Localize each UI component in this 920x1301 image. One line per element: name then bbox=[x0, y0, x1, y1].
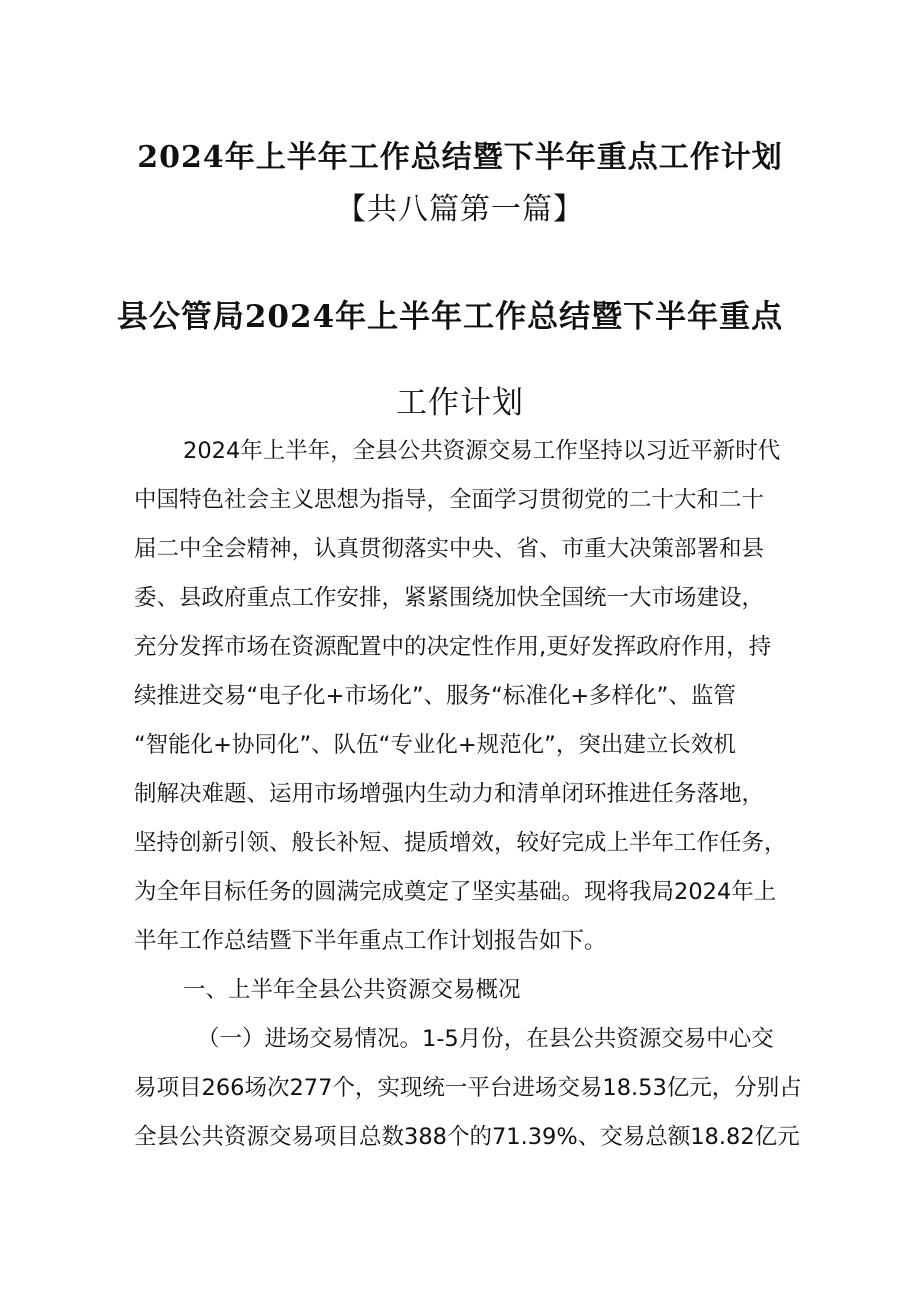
document-title: 2024年上半年工作总结暨下半年重点工作计划 bbox=[137, 140, 783, 175]
paragraph-line: 全县公共资源交易项目总数388个的71.39%、交易总额18.82亿元 bbox=[134, 1124, 800, 1150]
paragraph-line: “智能化+协同化”、队伍“专业化+规范化”，突出建立长效机 bbox=[134, 732, 736, 758]
document-subtitle: 县公管局2024年上半年工作总结暨下半年重点 bbox=[116, 299, 784, 335]
paragraph-line: 续推进交易“电子化+市场化”、服务“标准化+多样化”、监管 bbox=[134, 683, 736, 709]
paragraph-line: 2024年上半年，全县公共资源交易工作坚持以习近平新时代 bbox=[183, 438, 781, 464]
document-series-label: 【共八篇第一篇】 bbox=[336, 192, 584, 227]
paragraph-line: 半年工作总结暨下半年重点工作计划报告如下。 bbox=[134, 928, 607, 954]
section-heading: 一、上半年全县公共资源交易概况 bbox=[183, 977, 521, 1003]
document-subtitle-continued: 工作计划 bbox=[396, 385, 524, 421]
paragraph-line: 易项目266场次277个，实现统一平台进场交易18.53亿元，分别占 bbox=[134, 1075, 802, 1101]
paragraph-line: 届二中全会精神，认真贯彻落实中央、省、市重大决策部署和县 bbox=[134, 536, 765, 562]
paragraph-line: 制解决难题、运用市场增强内生动力和清单闭环推进任务落地， bbox=[134, 781, 765, 807]
paragraph-line: 中国特色社会主义思想为指导，全面学习贯彻党的二十大和二十 bbox=[134, 487, 765, 513]
paragraph-line: 委、县政府重点工作安排，紧紧围绕加快全国统一大市场建设， bbox=[134, 585, 765, 611]
paragraph-line: （一）进场交易情况。1-5月份，在县公共资源交易中心交 bbox=[197, 1026, 774, 1052]
paragraph-line: 充分发挥市场在资源配置中的决定性作用,更好发挥政府作用，持 bbox=[134, 634, 772, 660]
paragraph-line: 坚持创新引领、般长补短、提质增效，较好完成上半年工作任务， bbox=[134, 830, 787, 856]
paragraph-line: 为全年目标任务的圆满完成奠定了坚实基础。现将我局2024年上 bbox=[134, 879, 777, 905]
